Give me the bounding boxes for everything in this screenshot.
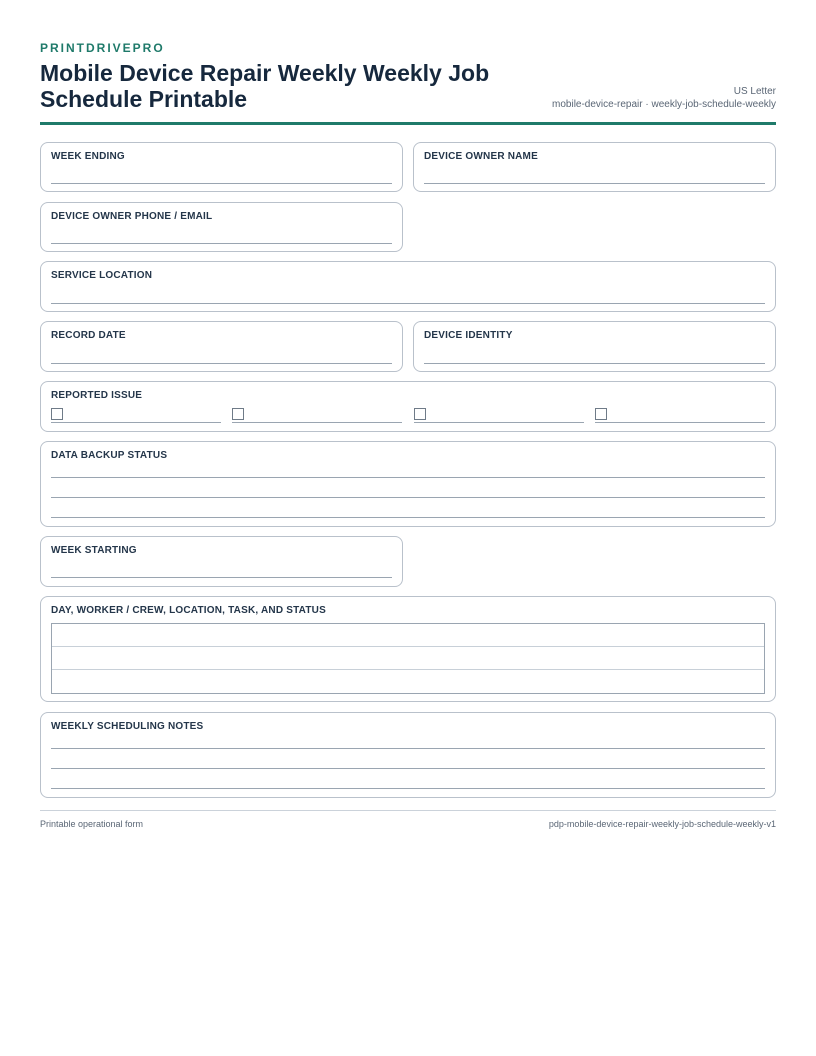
device-owner-name-input-line[interactable] <box>424 183 765 184</box>
writing-line[interactable] <box>51 788 765 789</box>
data-backup-status-field[interactable] <box>40 441 776 527</box>
weekly-notes-field[interactable] <box>40 712 776 798</box>
checkbox[interactable] <box>232 408 244 420</box>
footer-description: Printable operational form <box>40 819 144 829</box>
week-starting-input-line[interactable] <box>51 577 392 578</box>
week-ending-input-line[interactable] <box>51 183 392 184</box>
reported-issue-option-1[interactable] <box>51 407 221 423</box>
device-identity-label: DEVICE IDENTITY <box>424 330 513 341</box>
data-backup-status-label: DATA BACKUP STATUS <box>51 450 168 461</box>
device-identity-input-line[interactable] <box>424 363 765 364</box>
week-ending-label: WEEK ENDING <box>51 151 125 162</box>
option-write-line[interactable] <box>51 422 221 423</box>
reported-issue-option-3[interactable] <box>414 407 584 423</box>
checkbox[interactable] <box>595 408 607 420</box>
writing-line[interactable] <box>51 748 765 749</box>
writing-line[interactable] <box>51 477 765 478</box>
document-meta <box>552 85 776 111</box>
document-slug: mobile-device-repair · weekly-job-schedule-weekly <box>552 99 776 110</box>
device-owner-contact-label: DEVICE OWNER PHONE / EMAIL <box>51 211 213 222</box>
page-title: Mobile Device Repair Weekly Weekly Job Schedule Printable <box>40 60 490 112</box>
reported-issue-field <box>40 381 776 432</box>
option-write-line[interactable] <box>595 422 765 423</box>
service-location-field[interactable] <box>40 261 776 312</box>
header-divider <box>40 122 776 125</box>
record-date-label: RECORD DATE <box>51 330 126 341</box>
table-row[interactable] <box>52 624 764 647</box>
record-date-input-line[interactable] <box>51 363 392 364</box>
service-location-input-line[interactable] <box>51 303 765 304</box>
device-identity-field[interactable] <box>413 321 776 372</box>
checkbox[interactable] <box>51 408 63 420</box>
schedule-table <box>51 623 765 694</box>
table-row[interactable] <box>52 647 764 670</box>
footer-form-id: pdp-mobile-device-repair-weekly-job-schedule-weekly-v1 <box>548 819 776 829</box>
reported-issue-option-4[interactable] <box>595 407 765 423</box>
device-owner-name-label: DEVICE OWNER NAME <box>424 151 538 162</box>
brand-name: PRINTDRIVEPRO <box>40 41 165 55</box>
writing-line[interactable] <box>51 768 765 769</box>
week-ending-field[interactable] <box>40 142 403 192</box>
service-location-label: SERVICE LOCATION <box>51 270 153 281</box>
paper-size: US Letter <box>733 86 776 97</box>
writing-line[interactable] <box>51 517 765 518</box>
schedule-table-label: DAY, WORKER / CREW, LOCATION, TASK, AND STATUS <box>51 605 326 616</box>
form-page <box>40 0 776 829</box>
device-owner-name-field[interactable] <box>413 142 776 192</box>
week-starting-label: WEEK STARTING <box>51 545 137 556</box>
option-write-line[interactable] <box>232 422 402 423</box>
record-date-field[interactable] <box>40 321 403 372</box>
footer-divider <box>40 810 776 811</box>
option-write-line[interactable] <box>414 422 584 423</box>
week-starting-field[interactable] <box>40 536 403 587</box>
page-header <box>40 0 776 126</box>
checkbox[interactable] <box>414 408 426 420</box>
reported-issue-label: REPORTED ISSUE <box>51 390 143 401</box>
writing-line[interactable] <box>51 497 765 498</box>
device-owner-contact-field[interactable] <box>40 202 403 252</box>
reported-issue-option-2[interactable] <box>232 407 402 423</box>
weekly-notes-label: WEEKLY SCHEDULING NOTES <box>51 721 204 732</box>
schedule-table-section <box>40 596 776 702</box>
table-row[interactable] <box>52 670 764 693</box>
device-owner-contact-input-line[interactable] <box>51 243 392 244</box>
